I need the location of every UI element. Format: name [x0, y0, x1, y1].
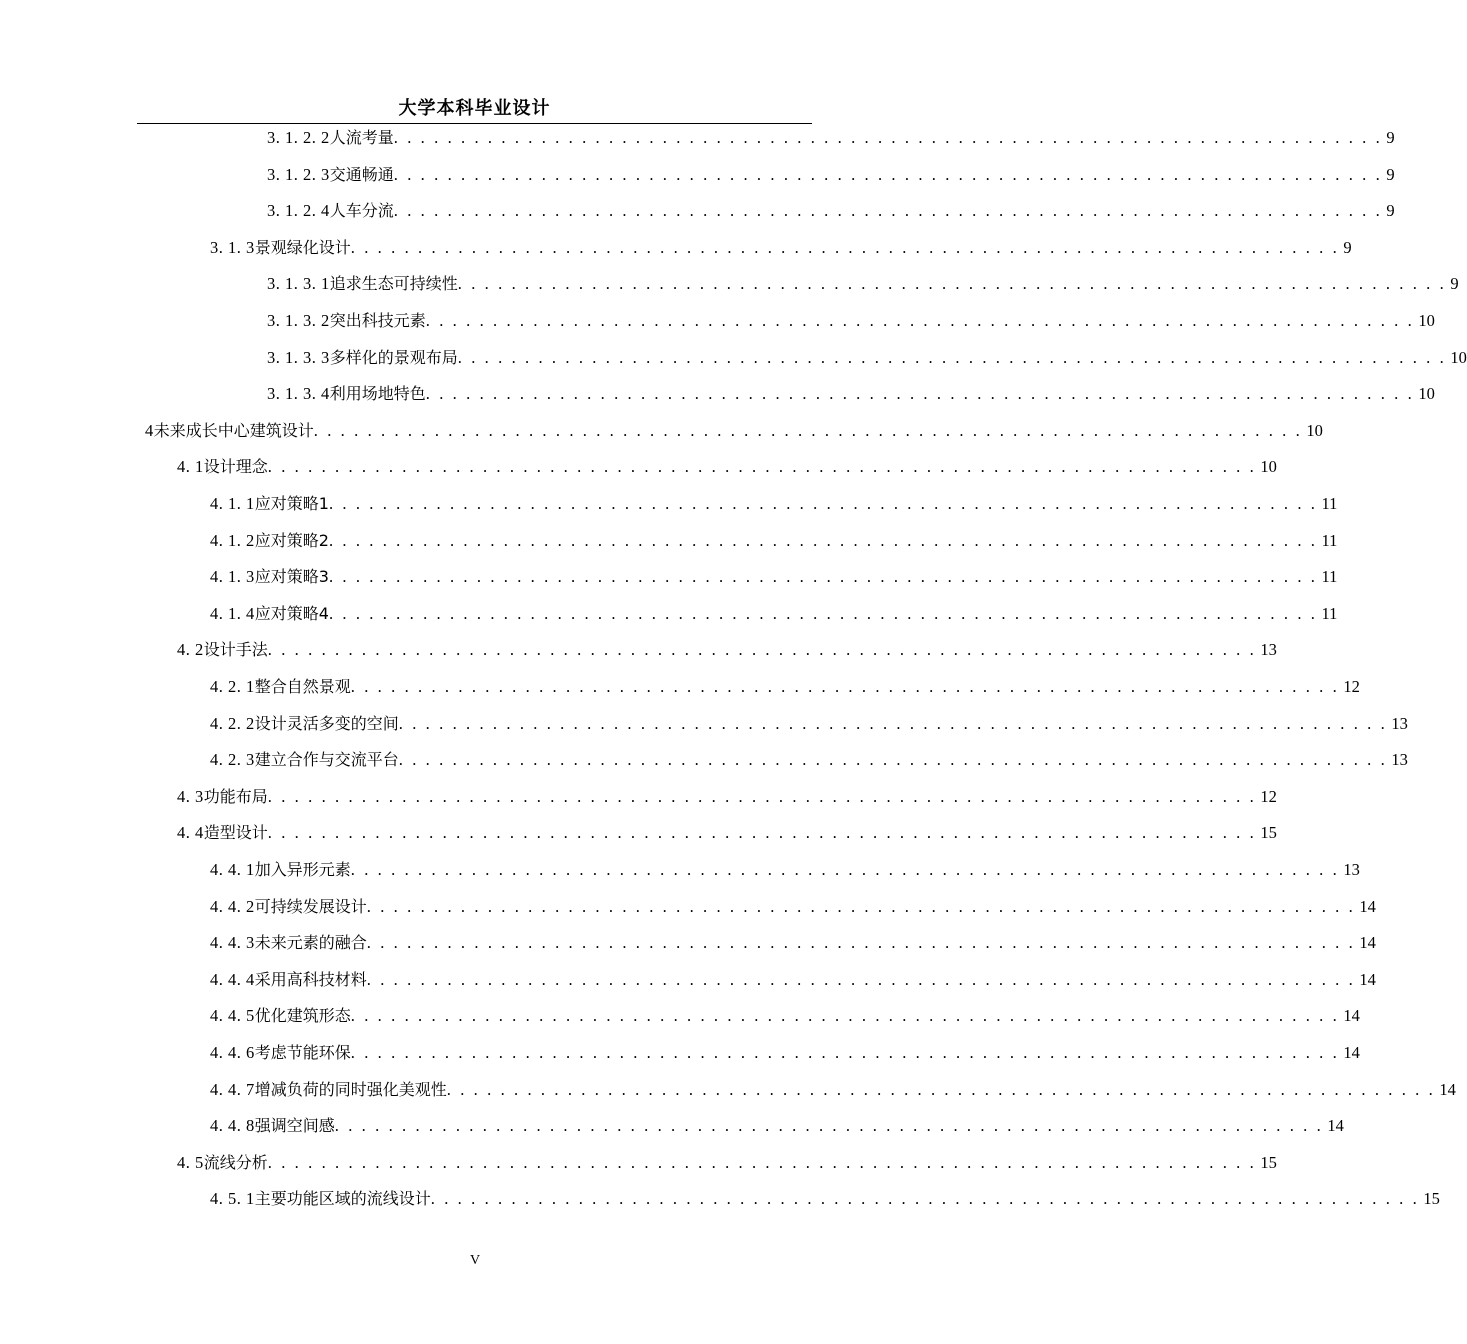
toc-entry-page: 10	[1260, 457, 1277, 476]
toc-dot-leader: . . . . . . . . . . . . . . . . . . . . . . . . . . . . . . . . . . . . . . . . . . . . . . . . . . . . . . . . . . . . . . . . . . . . . . . . . .	[350, 238, 1340, 257]
toc-entry-number: 4. 5	[177, 1153, 204, 1172]
toc-entry-page: 15	[1423, 1189, 1440, 1208]
toc-entry-page: 9	[1386, 165, 1395, 184]
toc-entry-number: 4. 4	[177, 823, 204, 842]
toc-dot-leader: . . . . . . . . . . . . . . . . . . . . . . . . . . . . . . . . . . . . . . . . . . . . . . . . . . . . . . . . . . . . . . . . . . . . . . . . . .	[425, 384, 1415, 403]
toc-entry-number: 4. 4. 6	[210, 1043, 255, 1062]
toc-entry-title: 加入异形元素	[254, 860, 351, 879]
toc-entry-number: 4. 4. 5	[210, 1006, 255, 1025]
toc-entry-title: 设计理念	[203, 457, 268, 476]
toc-entry-title: 应对策略2	[254, 531, 329, 550]
toc-dot-leader: . . . . . . . . . . . . . . . . . . . . . . . . . . . . . . . . . . . . . . . . . . . . . . . . . . . . . . . . . . . . . . . . . . . . . . . . . .	[350, 860, 1340, 879]
toc-entry-title: 优化建筑形态	[254, 1006, 351, 1025]
toc-entry-number: 4. 1. 4	[210, 604, 255, 623]
toc-entry[interactable]	[177, 637, 1277, 663]
toc-dot-leader: . . . . . . . . . . . . . . . . . . . . . . . . . . . . . . . . . . . . . . . . . . . . . . . . . . . . . . . . . . . . . . . . . . . . . . . . . .	[398, 750, 1388, 769]
toc-entry[interactable]	[210, 857, 1360, 883]
toc-entry[interactable]	[210, 747, 1408, 773]
toc-entry[interactable]	[145, 418, 1323, 444]
toc-entry-title: 应对策略1	[254, 494, 329, 513]
toc-dot-leader: . . . . . . . . . . . . . . . . . . . . . . . . . . . . . . . . . . . . . . . . . . . . . . . . . . . . . . . . . . . . . . . . . . . . . . . . . .	[366, 970, 1356, 989]
toc-entry-number: 4. 3	[177, 787, 204, 806]
toc-entry-number: 4. 4. 8	[210, 1116, 255, 1135]
toc-entry-page: 13	[1391, 750, 1408, 769]
toc-entry[interactable]	[267, 345, 1467, 371]
toc-entry-number: 4	[145, 421, 154, 440]
toc-entry-page: 9	[1386, 128, 1395, 147]
toc-entry-title: 考虑节能环保	[254, 1043, 351, 1062]
toc-dot-leader: . . . . . . . . . . . . . . . . . . . . . . . . . . . . . . . . . . . . . . . . . . . . . . . . . . . . . . . . . . . . . . . . . . . . . . . . . .	[366, 897, 1356, 916]
toc-entry-number: 4. 5. 1	[210, 1189, 255, 1208]
toc-dot-leader: . . . . . . . . . . . . . . . . . . . . . . . . . . . . . . . . . . . . . . . . . . . . . . . . . . . . . . . . . . . . . . . . . . . . . . . . . .	[393, 165, 1383, 184]
toc-entry-number: 4. 1. 2	[210, 531, 255, 550]
toc-entry-page: 14	[1359, 933, 1376, 952]
toc-dot-leader: . . . . . . . . . . . . . . . . . . . . . . . . . . . . . . . . . . . . . . . . . . . . . . . . . . . . . . . . . . . . . . . . . . . . . . . . . .	[267, 640, 1257, 659]
toc-entry[interactable]	[177, 820, 1277, 846]
toc-dot-leader: . . . . . . . . . . . . . . . . . . . . . . . . . . . . . . . . . . . . . . . . . . . . . . . . . . . . . . . . . . . . . . . . . . . . . . . . . .	[267, 823, 1257, 842]
toc-entry-page: 10	[1306, 421, 1323, 440]
toc-dot-leader: . . . . . . . . . . . . . . . . . . . . . . . . . . . . . . . . . . . . . . . . . . . . . . . . . . . . . . . . . . . . . . . . . . . . . . . . . .	[425, 311, 1415, 330]
toc-entry[interactable]	[210, 711, 1408, 737]
toc-entry[interactable]	[210, 235, 1352, 261]
toc-entry[interactable]	[267, 198, 1395, 224]
toc-entry-title: 景观绿化设计	[254, 238, 351, 257]
toc-entry[interactable]	[210, 1003, 1360, 1029]
toc-entry-number: 4. 4. 2	[210, 897, 255, 916]
toc-entry-title: 强调空间感	[254, 1116, 335, 1135]
toc-entry-number: 4. 4. 4	[210, 970, 255, 989]
toc-entry-title: 建立合作与交流平台	[254, 750, 399, 769]
toc-dot-leader: . . . . . . . . . . . . . . . . . . . . . . . . . . . . . . . . . . . . . . . . . . . . . . . . . . . . . . . . . . . . . . . . . . . . . . . . . .	[328, 494, 1318, 513]
toc-entry-page: 14	[1439, 1080, 1456, 1099]
toc-entry-page: 14	[1359, 970, 1376, 989]
toc-entry-title: 人车分流	[329, 201, 394, 220]
toc-entry-title: 造型设计	[203, 823, 268, 842]
toc-entry-title: 设计灵活多变的空间	[254, 714, 399, 733]
toc-entry-number: 4. 1	[177, 457, 204, 476]
toc-entry-number: 3. 1. 2. 3	[267, 165, 330, 184]
toc-entry-page: 12	[1260, 787, 1277, 806]
toc-entry-number: 4. 4. 1	[210, 860, 255, 879]
toc-entry[interactable]	[210, 491, 1338, 517]
toc-entry-title: 设计手法	[203, 640, 268, 659]
toc-entry-number: 3. 1. 3. 4	[267, 384, 330, 403]
toc-entry-title: 未来元素的融合	[254, 933, 367, 952]
toc-dot-leader: . . . . . . . . . . . . . . . . . . . . . . . . . . . . . . . . . . . . . . . . . . . . . . . . . . . . . . . . . . . . . . . . . . . . . . . . . .	[350, 1006, 1340, 1025]
toc-entry-title: 功能布局	[203, 787, 268, 806]
header-divider	[137, 123, 812, 124]
toc-entry-page: 12	[1343, 677, 1360, 696]
toc-entry-number: 3. 1. 3	[210, 238, 255, 257]
toc-entry-page: 14	[1359, 897, 1376, 916]
toc-dot-leader: . . . . . . . . . . . . . . . . . . . . . . . . . . . . . . . . . . . . . . . . . . . . . . . . . . . . . . . . . . . . . . . . . . . . . . . . . .	[393, 128, 1383, 147]
toc-entry-title: 未来成长中心建筑设计	[153, 421, 314, 440]
toc-entry-title: 主要功能区域的流线设计	[254, 1189, 431, 1208]
toc-entry-title: 可持续发展设计	[254, 897, 367, 916]
toc-entry-page: 9	[1386, 201, 1395, 220]
toc-entry[interactable]	[177, 454, 1277, 480]
toc-entry-title: 人流考量	[329, 128, 394, 147]
toc-entry-number: 3. 1. 2. 4	[267, 201, 330, 220]
toc-entry-page: 9	[1450, 274, 1459, 293]
toc-entry-title: 应对策略3	[254, 567, 329, 586]
toc-entry[interactable]	[210, 1113, 1344, 1139]
toc-entry-number: 4. 1. 1	[210, 494, 255, 513]
page-header-title: 大学本科毕业设计	[398, 98, 551, 119]
toc-dot-leader: . . . . . . . . . . . . . . . . . . . . . . . . . . . . . . . . . . . . . . . . . . . . . . . . . . . . . . . . . . . . . . . . . . . . . . . . . .	[267, 787, 1257, 806]
toc-entry[interactable]	[210, 1077, 1456, 1103]
toc-entry[interactable]	[267, 125, 1395, 151]
toc-entry-page: 11	[1321, 604, 1338, 623]
toc-dot-leader: . . . . . . . . . . . . . . . . . . . . . . . . . . . . . . . . . . . . . . . . . . . . . . . . . . . . . . . . . . . . . . . . . . . . . . . . . .	[350, 677, 1340, 696]
toc-entry-page: 10	[1450, 348, 1467, 367]
toc-entry-number: 4. 4. 7	[210, 1080, 255, 1099]
toc-entry[interactable]	[177, 1150, 1277, 1176]
toc-entry-page: 11	[1321, 494, 1338, 513]
toc-entry-number: 3. 1. 3. 2	[267, 311, 330, 330]
toc-entry-title: 多样化的景观布局	[329, 348, 458, 367]
toc-dot-leader: . . . . . . . . . . . . . . . . . . . . . . . . . . . . . . . . . . . . . . . . . . . . . . . . . . . . . . . . . . . . . . . . . . . . . . . . . .	[446, 1080, 1436, 1099]
toc-entry-title: 追求生态可持续性	[329, 274, 458, 293]
toc-entry[interactable]	[210, 528, 1338, 554]
toc-dot-leader: . . . . . . . . . . . . . . . . . . . . . . . . . . . . . . . . . . . . . . . . . . . . . . . . . . . . . . . . . . . . . . . . . . . . . . . . . .	[398, 714, 1388, 733]
toc-entry-title: 交通畅通	[329, 165, 394, 184]
toc-entry-page: 9	[1343, 238, 1352, 257]
toc-entry-number: 4. 4. 3	[210, 933, 255, 952]
toc-dot-leader: . . . . . . . . . . . . . . . . . . . . . . . . . . . . . . . . . . . . . . . . . . . . . . . . . . . . . . . . . . . . . . . . . . . . . . . . . .	[457, 274, 1447, 293]
toc-entry-title: 采用高科技材料	[254, 970, 367, 989]
toc-entry-number: 3. 1. 3. 3	[267, 348, 330, 367]
toc-entry-page: 14	[1343, 1043, 1360, 1062]
toc-entry-title: 突出科技元素	[329, 311, 426, 330]
toc-entry[interactable]	[210, 1186, 1440, 1212]
toc-dot-leader: . . . . . . . . . . . . . . . . . . . . . . . . . . . . . . . . . . . . . . . . . . . . . . . . . . . . . . . . . . . . . . . . . . . . . . . . . .	[457, 348, 1447, 367]
toc-entry-page: 10	[1418, 311, 1435, 330]
toc-dot-leader: . . . . . . . . . . . . . . . . . . . . . . . . . . . . . . . . . . . . . . . . . . . . . . . . . . . . . . . . . . . . . . . . . . . . . . . . . .	[328, 604, 1318, 623]
toc-dot-leader: . . . . . . . . . . . . . . . . . . . . . . . . . . . . . . . . . . . . . . . . . . . . . . . . . . . . . . . . . . . . . . . . . . . . . . . . . .	[267, 457, 1257, 476]
toc-entry-page: 15	[1260, 823, 1277, 842]
toc-entry-number: 4. 1. 3	[210, 567, 255, 586]
toc-entry-number: 3. 1. 2. 2	[267, 128, 330, 147]
toc-dot-leader: . . . . . . . . . . . . . . . . . . . . . . . . . . . . . . . . . . . . . . . . . . . . . . . . . . . . . . . . . . . . . . . . . . . . . . . . . .	[430, 1189, 1420, 1208]
toc-entry-page: 11	[1321, 567, 1338, 586]
toc-entry-page: 15	[1260, 1153, 1277, 1172]
toc-dot-leader: . . . . . . . . . . . . . . . . . . . . . . . . . . . . . . . . . . . . . . . . . . . . . . . . . . . . . . . . . . . . . . . . . . . . . . . . . .	[366, 933, 1356, 952]
toc-entry[interactable]	[210, 564, 1338, 590]
toc-entry[interactable]	[210, 601, 1338, 627]
toc-entry[interactable]	[210, 674, 1360, 700]
toc-entry-title: 流线分析	[203, 1153, 268, 1172]
toc-entry-page: 11	[1321, 531, 1338, 550]
toc-entry-number: 4. 2. 2	[210, 714, 255, 733]
toc-dot-leader: . . . . . . . . . . . . . . . . . . . . . . . . . . . . . . . . . . . . . . . . . . . . . . . . . . . . . . . . . . . . . . . . . . . . . . . . . .	[334, 1116, 1324, 1135]
toc-entry-page: 10	[1418, 384, 1435, 403]
toc-entry[interactable]	[267, 381, 1435, 407]
toc-entry[interactable]	[210, 1040, 1360, 1066]
toc-entry-title: 整合自然景观	[254, 677, 351, 696]
toc-entry-number: 4. 2. 3	[210, 750, 255, 769]
toc-entry-number: 3. 1. 3. 1	[267, 274, 330, 293]
toc-entry-title: 应对策略4	[254, 604, 329, 623]
toc-dot-leader: . . . . . . . . . . . . . . . . . . . . . . . . . . . . . . . . . . . . . . . . . . . . . . . . . . . . . . . . . . . . . . . . . . . . . . . . . .	[393, 201, 1383, 220]
toc-dot-leader: . . . . . . . . . . . . . . . . . . . . . . . . . . . . . . . . . . . . . . . . . . . . . . . . . . . . . . . . . . . . . . . . . . . . . . . . . .	[267, 1153, 1257, 1172]
toc-entry[interactable]	[177, 784, 1277, 810]
toc-entry-page: 13	[1391, 714, 1408, 733]
toc-dot-leader: . . . . . . . . . . . . . . . . . . . . . . . . . . . . . . . . . . . . . . . . . . . . . . . . . . . . . . . . . . . . . . . . . . . . . . . . . .	[328, 567, 1318, 586]
toc-entry[interactable]	[267, 308, 1435, 334]
toc-entry-page: 14	[1327, 1116, 1344, 1135]
toc-entry-page: 13	[1260, 640, 1277, 659]
toc-entry-number: 4. 2. 1	[210, 677, 255, 696]
toc-entry[interactable]	[267, 271, 1459, 297]
toc-dot-leader: . . . . . . . . . . . . . . . . . . . . . . . . . . . . . . . . . . . . . . . . . . . . . . . . . . . . . . . . . . . . . . . . . . . . . . . . . .	[313, 421, 1303, 440]
toc-entry-page: 14	[1343, 1006, 1360, 1025]
toc-entry[interactable]	[210, 930, 1376, 956]
toc-entry[interactable]	[210, 967, 1376, 993]
toc-dot-leader: . . . . . . . . . . . . . . . . . . . . . . . . . . . . . . . . . . . . . . . . . . . . . . . . . . . . . . . . . . . . . . . . . . . . . . . . . .	[350, 1043, 1340, 1062]
toc-entry-title: 增减负荷的同时强化美观性	[254, 1080, 447, 1099]
toc-entry[interactable]	[267, 162, 1395, 188]
toc-dot-leader: . . . . . . . . . . . . . . . . . . . . . . . . . . . . . . . . . . . . . . . . . . . . . . . . . . . . . . . . . . . . . . . . . . . . . . . . . .	[328, 531, 1318, 550]
toc-entry-title: 利用场地特色	[329, 384, 426, 403]
toc-entry[interactable]	[210, 894, 1376, 920]
page-number: V	[469, 1253, 481, 1268]
toc-entry-page: 13	[1343, 860, 1360, 879]
toc-entry-number: 4. 2	[177, 640, 204, 659]
